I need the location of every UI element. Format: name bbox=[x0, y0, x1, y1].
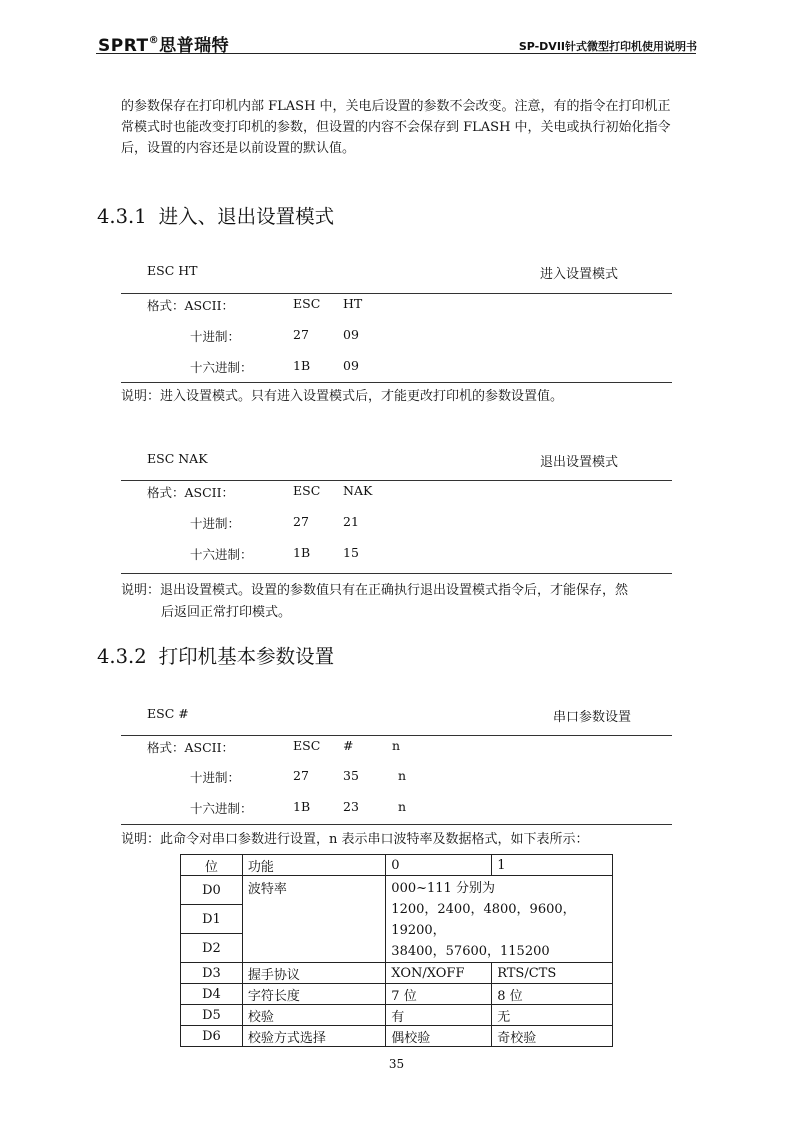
ascii-byte: ESC bbox=[293, 738, 321, 753]
ascii-byte: ESC bbox=[293, 483, 321, 498]
hex-byte: 23 bbox=[343, 799, 359, 814]
decimal-byte: n bbox=[398, 768, 407, 783]
decimal-label: 十进制： bbox=[190, 770, 241, 785]
command-description: 进入设置模式 bbox=[540, 267, 619, 282]
value-1-cell: 奇校验 bbox=[492, 1026, 613, 1047]
intro-paragraph: 的参数保存在打印机内部 FLASH 中，关电后设置的参数不会改变。注意，有的指令在打印机正常模式时也能改变打印机的参数，但设置的内容不会保存到 FLASH 中，关电或执行初始化指令后，设置的内容还是以前设置的默认值。 bbox=[121, 99, 671, 156]
hex-label: 十六进制： bbox=[190, 801, 253, 816]
table-row bbox=[181, 963, 613, 984]
bit-cell: D1 bbox=[181, 905, 243, 934]
format-top-rule bbox=[121, 293, 672, 294]
hex-byte: 1B bbox=[293, 799, 311, 814]
decimal-byte: 21 bbox=[343, 514, 359, 529]
hex-label: 十六进制： bbox=[190, 547, 253, 562]
value-1-cell: 8 位 bbox=[492, 984, 613, 1005]
section-heading-4-3-1: 4.3.1 进入、退出设置模式 bbox=[97, 205, 335, 228]
command-name: ESC NAK bbox=[147, 451, 208, 466]
table-row bbox=[181, 984, 613, 1005]
command-name: ESC # bbox=[147, 706, 189, 721]
table-header-row bbox=[181, 855, 613, 876]
hex-byte: 15 bbox=[343, 545, 359, 560]
command-note: 说明：进入设置模式。只有进入设置模式后，才能更改打印机的参数设置值。 bbox=[121, 389, 564, 404]
hex-byte: 09 bbox=[343, 358, 359, 373]
function-cell: 握手协议 bbox=[242, 963, 385, 984]
decimal-byte: 27 bbox=[293, 327, 309, 342]
command-description: 退出设置模式 bbox=[540, 455, 619, 470]
format-ascii-label: 格式：ASCII： bbox=[147, 485, 235, 500]
table-header: 0 bbox=[386, 855, 492, 876]
ascii-byte: HT bbox=[343, 296, 363, 311]
hex-byte: 1B bbox=[293, 545, 311, 560]
serial-parameter-bit-table bbox=[180, 854, 613, 1047]
format-bottom-rule bbox=[121, 382, 672, 383]
document-title: SP-DVII针式微型打印机使用说明书 bbox=[518, 40, 697, 53]
format-ascii-label: 格式：ASCII： bbox=[147, 298, 235, 313]
decimal-label: 十进制： bbox=[190, 516, 241, 531]
value-1-cell: 无 bbox=[492, 1005, 613, 1026]
ascii-byte: # bbox=[343, 738, 354, 753]
hex-byte: n bbox=[398, 799, 407, 814]
bit-cell: D6 bbox=[181, 1026, 243, 1047]
decimal-byte: 27 bbox=[293, 768, 309, 783]
format-ascii-label: 格式：ASCII： bbox=[147, 740, 235, 755]
table-header: 1 bbox=[492, 855, 613, 876]
format-top-rule bbox=[121, 480, 672, 481]
table-header: 功能 bbox=[242, 855, 385, 876]
decimal-byte: 35 bbox=[343, 768, 359, 783]
section-heading-4-3-2: 4.3.2 打印机基本参数设置 bbox=[97, 645, 335, 668]
format-top-rule bbox=[121, 735, 672, 736]
page-number: 35 bbox=[388, 1057, 405, 1071]
decimal-label: 十进制： bbox=[190, 329, 241, 344]
brand-logo: SPRT®思普瑞特 bbox=[98, 35, 230, 56]
decimal-byte: 09 bbox=[343, 327, 359, 342]
bit-cell: D0 bbox=[181, 876, 243, 905]
bit-cell: D4 bbox=[181, 984, 243, 1005]
format-bottom-rule bbox=[121, 573, 672, 574]
bit-cell: D3 bbox=[181, 963, 243, 984]
value-0-cell: 7 位 bbox=[386, 984, 492, 1005]
value-0-cell: 有 bbox=[386, 1005, 492, 1026]
bit-cell: D2 bbox=[181, 934, 243, 963]
command-name: ESC HT bbox=[147, 263, 198, 278]
ascii-byte: NAK bbox=[343, 483, 373, 498]
table-row bbox=[181, 1005, 613, 1026]
function-cell: 校验 bbox=[242, 1005, 385, 1026]
decimal-byte: 27 bbox=[293, 514, 309, 529]
format-bottom-rule bbox=[121, 824, 672, 825]
command-note: 说明：此命令对串口参数进行设置，n 表示串口波特率及数据格式，如下表所示： bbox=[121, 832, 589, 847]
table-header: 位 bbox=[181, 855, 243, 876]
hex-label: 十六进制： bbox=[190, 360, 253, 375]
table-row bbox=[181, 1026, 613, 1047]
baud-rate-values: 000~111 分别为 1200，2400，4800，9600，19200， 38400，57600，115200 bbox=[386, 876, 613, 963]
bit-cell: D5 bbox=[181, 1005, 243, 1026]
command-description: 串口参数设置 bbox=[553, 710, 632, 725]
ascii-byte: n bbox=[392, 738, 401, 753]
hex-byte: 1B bbox=[293, 358, 311, 373]
function-cell: 字符长度 bbox=[242, 984, 385, 1005]
value-1-cell: RTS/CTS bbox=[492, 963, 613, 984]
function-cell: 波特率 bbox=[242, 876, 385, 963]
header-divider bbox=[96, 53, 696, 54]
value-0-cell: XON/XOFF bbox=[386, 963, 492, 984]
command-note: 说明：退出设置模式。设置的参数值只有在正确执行退出设置模式指令后，才能保存，然 后返回正常打印模式。 bbox=[121, 583, 629, 620]
function-cell: 校验方式选择 bbox=[242, 1026, 385, 1047]
table-row bbox=[181, 876, 613, 905]
value-0-cell: 偶校验 bbox=[386, 1026, 492, 1047]
ascii-byte: ESC bbox=[293, 296, 321, 311]
